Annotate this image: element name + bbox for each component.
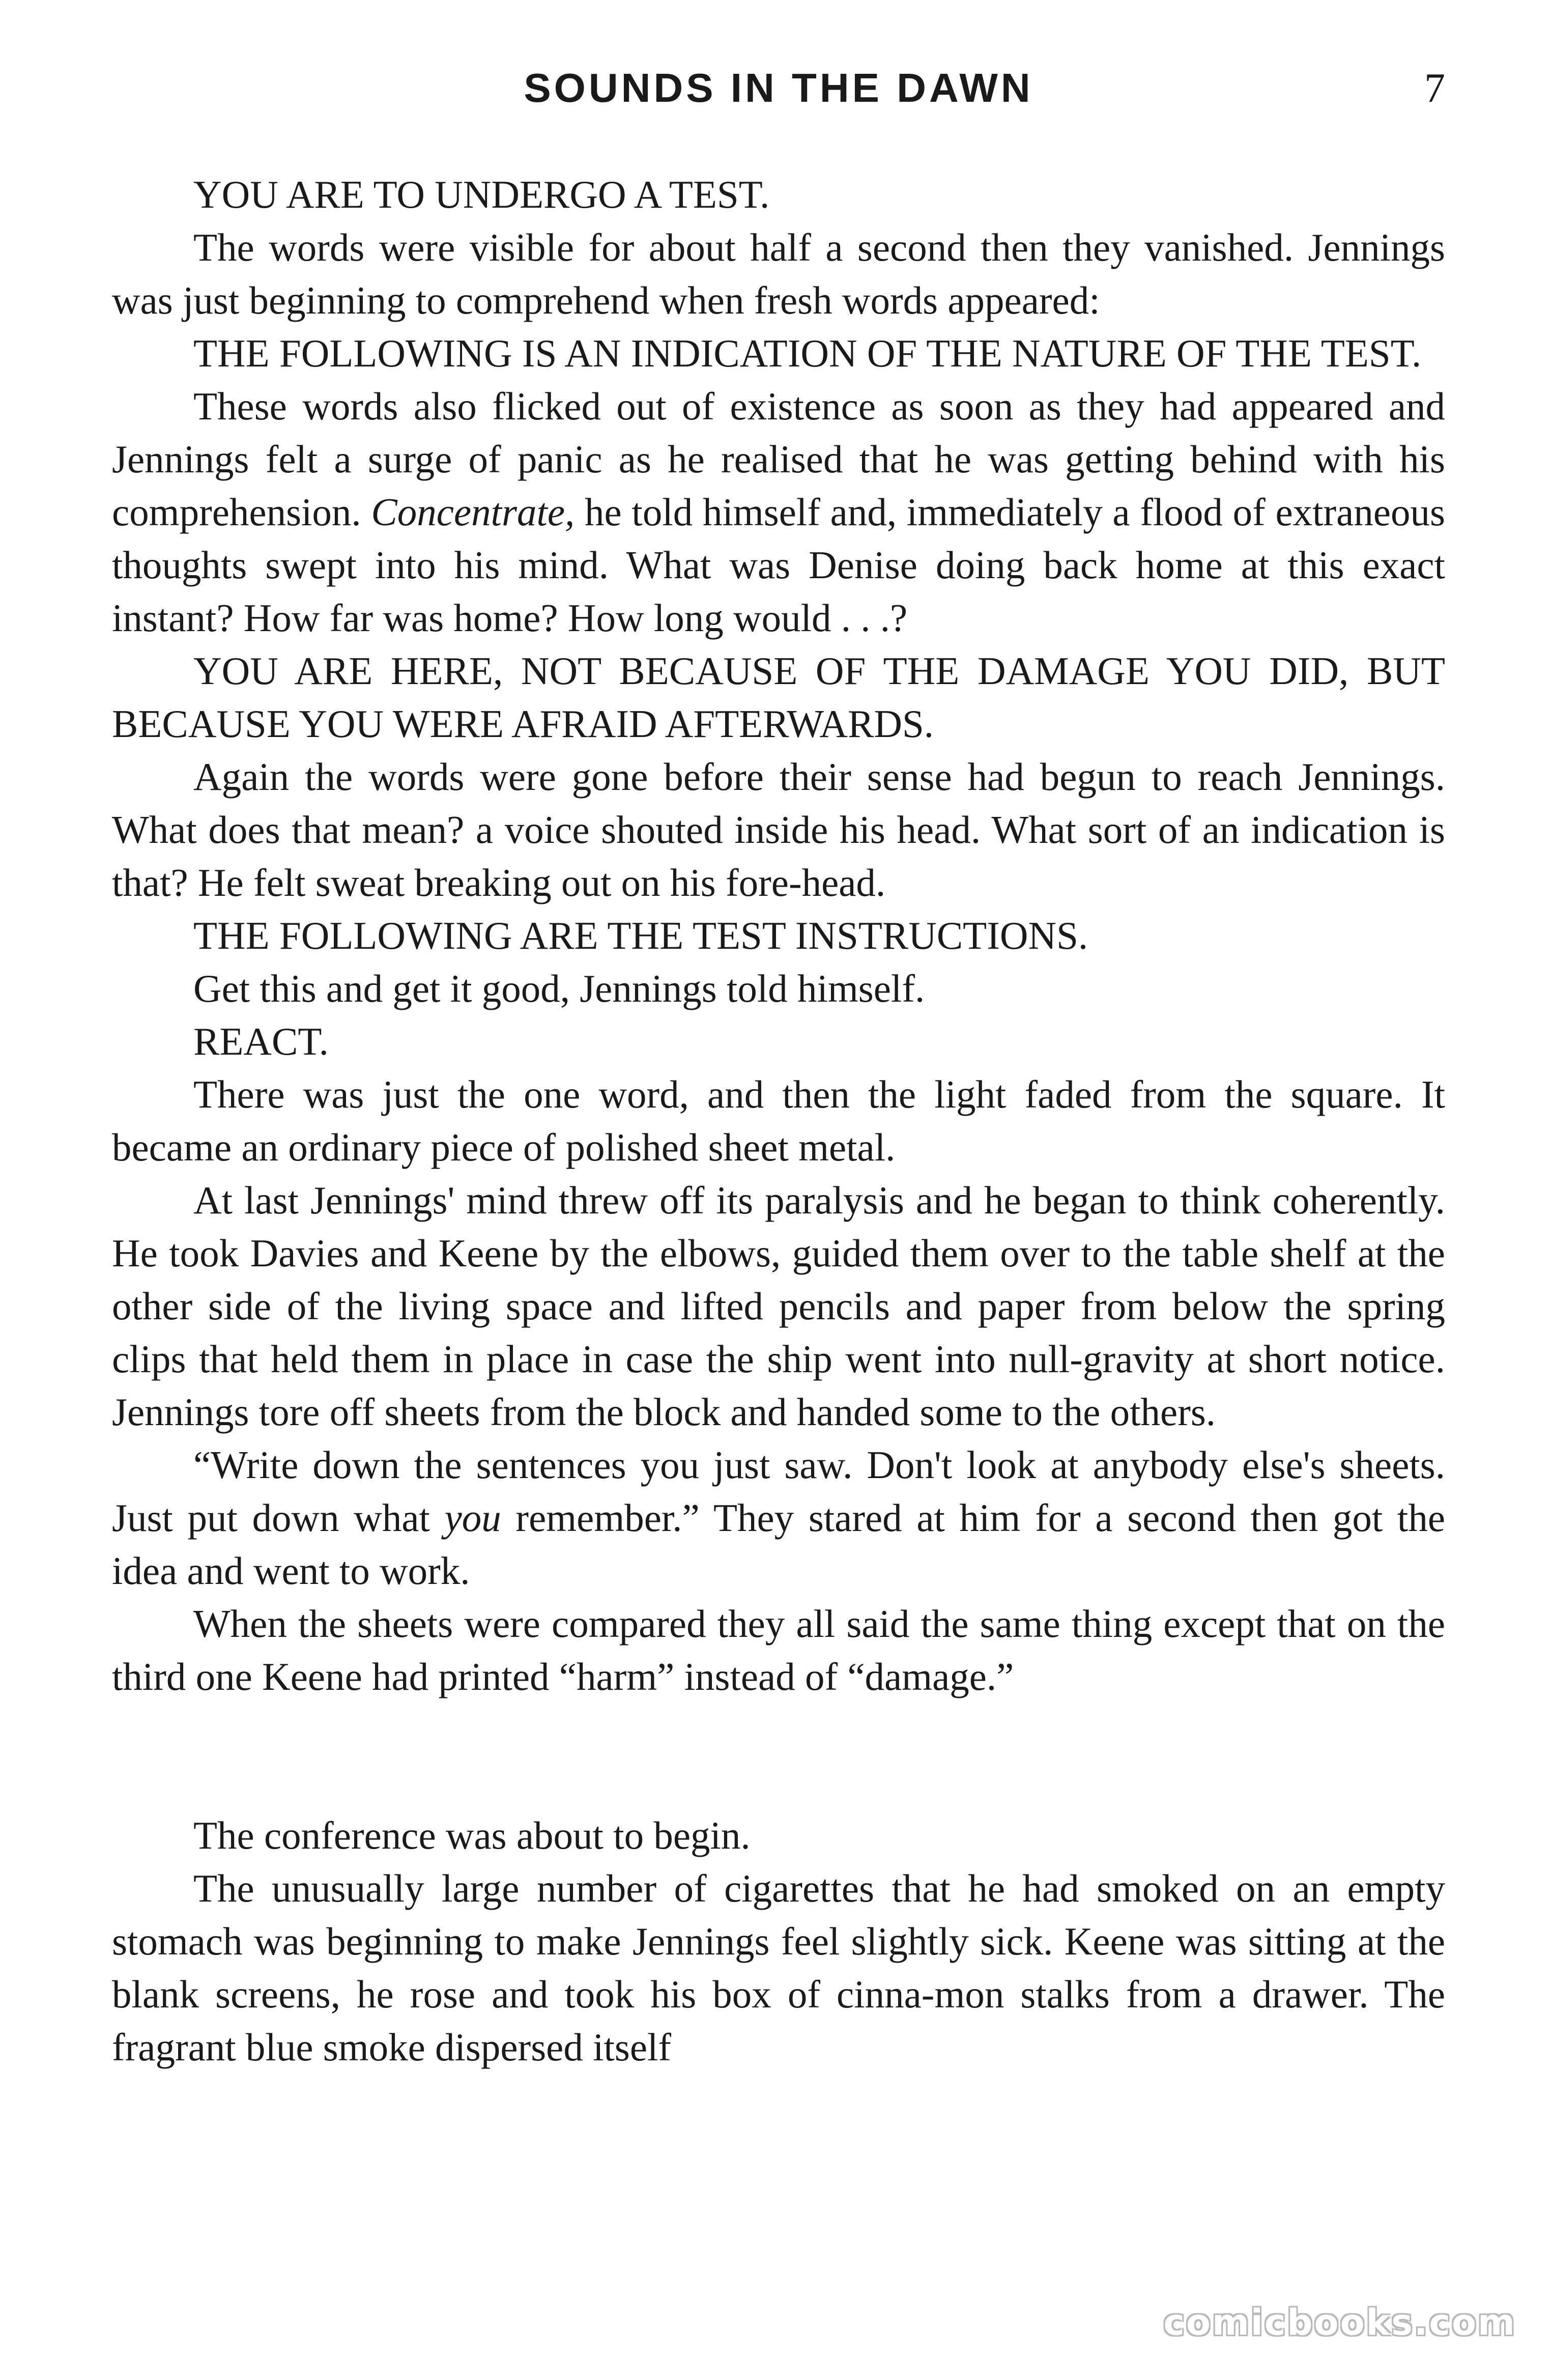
paragraph: “Write down the sentences you just saw. Don't look at anybody else's sheets. Just put down what you remember.” They stared at him for a second then got the idea and went to work. [112, 1443, 1445, 1593]
paragraph: THE FOLLOWING ARE THE TEST INSTRUCTIONS. [193, 914, 1088, 957]
paragraph: Again the words were gone before their sense had begun to reach Jennings. What does that mean? a voice shouted inside his head. What sort of an indication is that? He felt sweat breaking out on his fore-head. [112, 755, 1445, 904]
running-title: SOUNDS IN THE DAWN [524, 65, 1033, 110]
watermark-logo: comicbooks.com [1163, 2302, 1516, 2343]
paragraph: The conference was about to begin. [193, 1814, 751, 1857]
paragraph: When the sheets were compared they all said the same thing except that on the third one Keene had printed “harm” instead of “damage.” [112, 1602, 1445, 1698]
paragraph: REACT. [193, 1019, 329, 1063]
paragraph: THE FOLLOWING IS AN INDICATION OF THE NATURE OF THE TEST. [193, 331, 1422, 375]
running-head [112, 60, 1445, 116]
paragraph: YOU ARE TO UNDERGO A TEST. [193, 173, 770, 216]
body-text [112, 168, 1445, 2074]
paragraph: The words were visible for about half a second then they vanished. Jennings was just beginning to comprehend when fresh words appeared: [112, 225, 1445, 322]
paragraph: These words also flicked out of existence as soon as they had appeared and Jennings felt a surge of panic as he realised that he was getting behind with his comprehension. Concentrate, he told himself and, immediately a flood of extraneous thoughts swept into his mind. What was Denise doing back home at this exact instant? How far was home? How long would . . .? [112, 384, 1445, 640]
paragraph: There was just the one word, and then the light faded from the square. It became an ordinary piece of polished sheet metal. [112, 1072, 1445, 1169]
paragraph: The unusually large number of cigarettes that he had smoked on an empty stomach was beginning to make Jennings feel slightly sick. Keene was sitting at the blank screens, he rose and took his box of cinna-mon stalks from a drawer. The fragrant blue smoke dispersed itself [112, 1866, 1445, 2069]
section-break [112, 1703, 1445, 1809]
italic-emphasis: Concentrate, [371, 490, 575, 534]
paragraph: Get this and get it good, Jennings told himself. [193, 967, 925, 1010]
paragraph: YOU ARE HERE, NOT BECAUSE OF THE DAMAGE YOU DID, BUT BECAUSE YOU WERE AFRAID AFTERWARDS. [112, 649, 1445, 746]
page-number: 7 [1424, 65, 1445, 111]
paragraph: At last Jennings' mind threw off its paralysis and he began to think coherently. He took Davies and Keene by the elbows, guided them over to the table shelf at the other side of the living space and lifted pencils and paper from below the spring clips that held them in place in case the ship went into null-gravity at short notice. Jennings tore off sheets from the block and handed some to the others. [112, 1178, 1445, 1434]
italic-emphasis: you [444, 1496, 501, 1540]
